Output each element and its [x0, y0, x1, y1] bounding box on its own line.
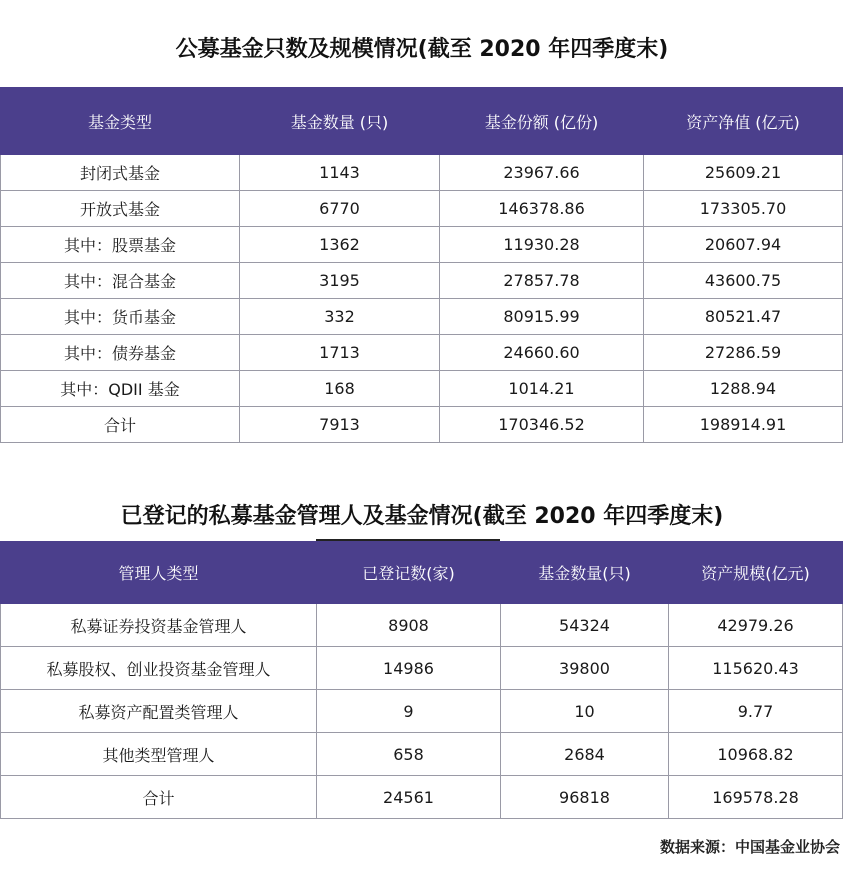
count-cell: 1713 [240, 335, 440, 371]
shares-cell: 1014.21 [440, 371, 644, 407]
table2-title: 已登记的私募基金管理人及基金情况(截至 2020 年四季度末) [120, 504, 724, 529]
fund-count-cell: 39800 [501, 647, 669, 690]
registered-count-cell: 8908 [317, 604, 501, 647]
column-header: 资产规模(亿元) [669, 542, 843, 604]
column-header: 基金数量(只) [501, 542, 669, 604]
shares-cell: 11930.28 [440, 227, 644, 263]
count-cell: 1362 [240, 227, 440, 263]
public-fund-table [0, 87, 843, 443]
count-cell: 168 [240, 371, 440, 407]
fund-type-cell: 其中：债券基金 [1, 335, 240, 371]
table-total-row [1, 407, 843, 443]
column-header: 基金份额 (亿份) [440, 88, 644, 155]
nav-cell: 25609.21 [644, 155, 843, 191]
shares-cell: 27857.78 [440, 263, 644, 299]
table-header-row [1, 542, 843, 604]
asset-size-cell: 42979.26 [669, 604, 843, 647]
manager-type-cell: 私募资产配置类管理人 [1, 690, 317, 733]
nav-cell: 43600.75 [644, 263, 843, 299]
table-header-row [1, 88, 843, 155]
fund-count-cell: 96818 [501, 776, 669, 819]
registered-count-cell: 24561 [317, 776, 501, 819]
shares-cell: 23967.66 [440, 155, 644, 191]
count-cell: 6770 [240, 191, 440, 227]
nav-cell: 20607.94 [644, 227, 843, 263]
nav-cell: 173305.70 [644, 191, 843, 227]
table-row [1, 155, 843, 191]
column-header: 基金数量 (只) [240, 88, 440, 155]
manager-type-cell: 私募股权、创业投资基金管理人 [1, 647, 317, 690]
count-cell: 1143 [240, 155, 440, 191]
table-row [1, 371, 843, 407]
fund-type-cell: 其中：QDII 基金 [1, 371, 240, 407]
shares-cell: 24660.60 [440, 335, 644, 371]
table-row [1, 227, 843, 263]
count-cell: 7913 [240, 407, 440, 443]
table-row [1, 604, 843, 647]
shares-cell: 170346.52 [440, 407, 644, 443]
fund-type-cell: 合计 [1, 407, 240, 443]
table-row [1, 299, 843, 335]
column-header: 基金类型 [1, 88, 240, 155]
count-cell: 332 [240, 299, 440, 335]
table-row [1, 335, 843, 371]
table-row [1, 647, 843, 690]
table-row [1, 690, 843, 733]
fund-type-cell: 其中：混合基金 [1, 263, 240, 299]
manager-type-cell: 私募证券投资基金管理人 [1, 604, 317, 647]
private-fund-table [0, 541, 843, 819]
nav-cell: 27286.59 [644, 335, 843, 371]
table-row [1, 263, 843, 299]
fund-count-cell: 10 [501, 690, 669, 733]
table-row [1, 191, 843, 227]
nav-cell: 198914.91 [644, 407, 843, 443]
shares-cell: 146378.86 [440, 191, 644, 227]
fund-count-cell: 2684 [501, 733, 669, 776]
manager-type-cell: 合计 [1, 776, 317, 819]
nav-cell: 1288.94 [644, 371, 843, 407]
asset-size-cell: 9.77 [669, 690, 843, 733]
fund-type-cell: 开放式基金 [1, 191, 240, 227]
column-header: 资产净值 (亿元) [644, 88, 843, 155]
data-source-note: 数据来源：中国基金业协会 [659, 838, 840, 856]
registered-count-cell: 9 [317, 690, 501, 733]
table-total-row [1, 776, 843, 819]
fund-type-cell: 其中：股票基金 [1, 227, 240, 263]
manager-type-cell: 其他类型管理人 [1, 733, 317, 776]
asset-size-cell: 115620.43 [669, 647, 843, 690]
shares-cell: 80915.99 [440, 299, 644, 335]
count-cell: 3195 [240, 263, 440, 299]
column-header: 管理人类型 [1, 542, 317, 604]
column-header: 已登记数(家) [317, 542, 501, 604]
asset-size-cell: 10968.82 [669, 733, 843, 776]
fund-type-cell: 其中：货币基金 [1, 299, 240, 335]
asset-size-cell: 169578.28 [669, 776, 843, 819]
table1-title: 公募基金只数及规模情况(截至 2020 年四季度末) [175, 37, 669, 62]
nav-cell: 80521.47 [644, 299, 843, 335]
fund-count-cell: 54324 [501, 604, 669, 647]
registered-count-cell: 14986 [317, 647, 501, 690]
table-row [1, 733, 843, 776]
registered-count-cell: 658 [317, 733, 501, 776]
fund-type-cell: 封闭式基金 [1, 155, 240, 191]
